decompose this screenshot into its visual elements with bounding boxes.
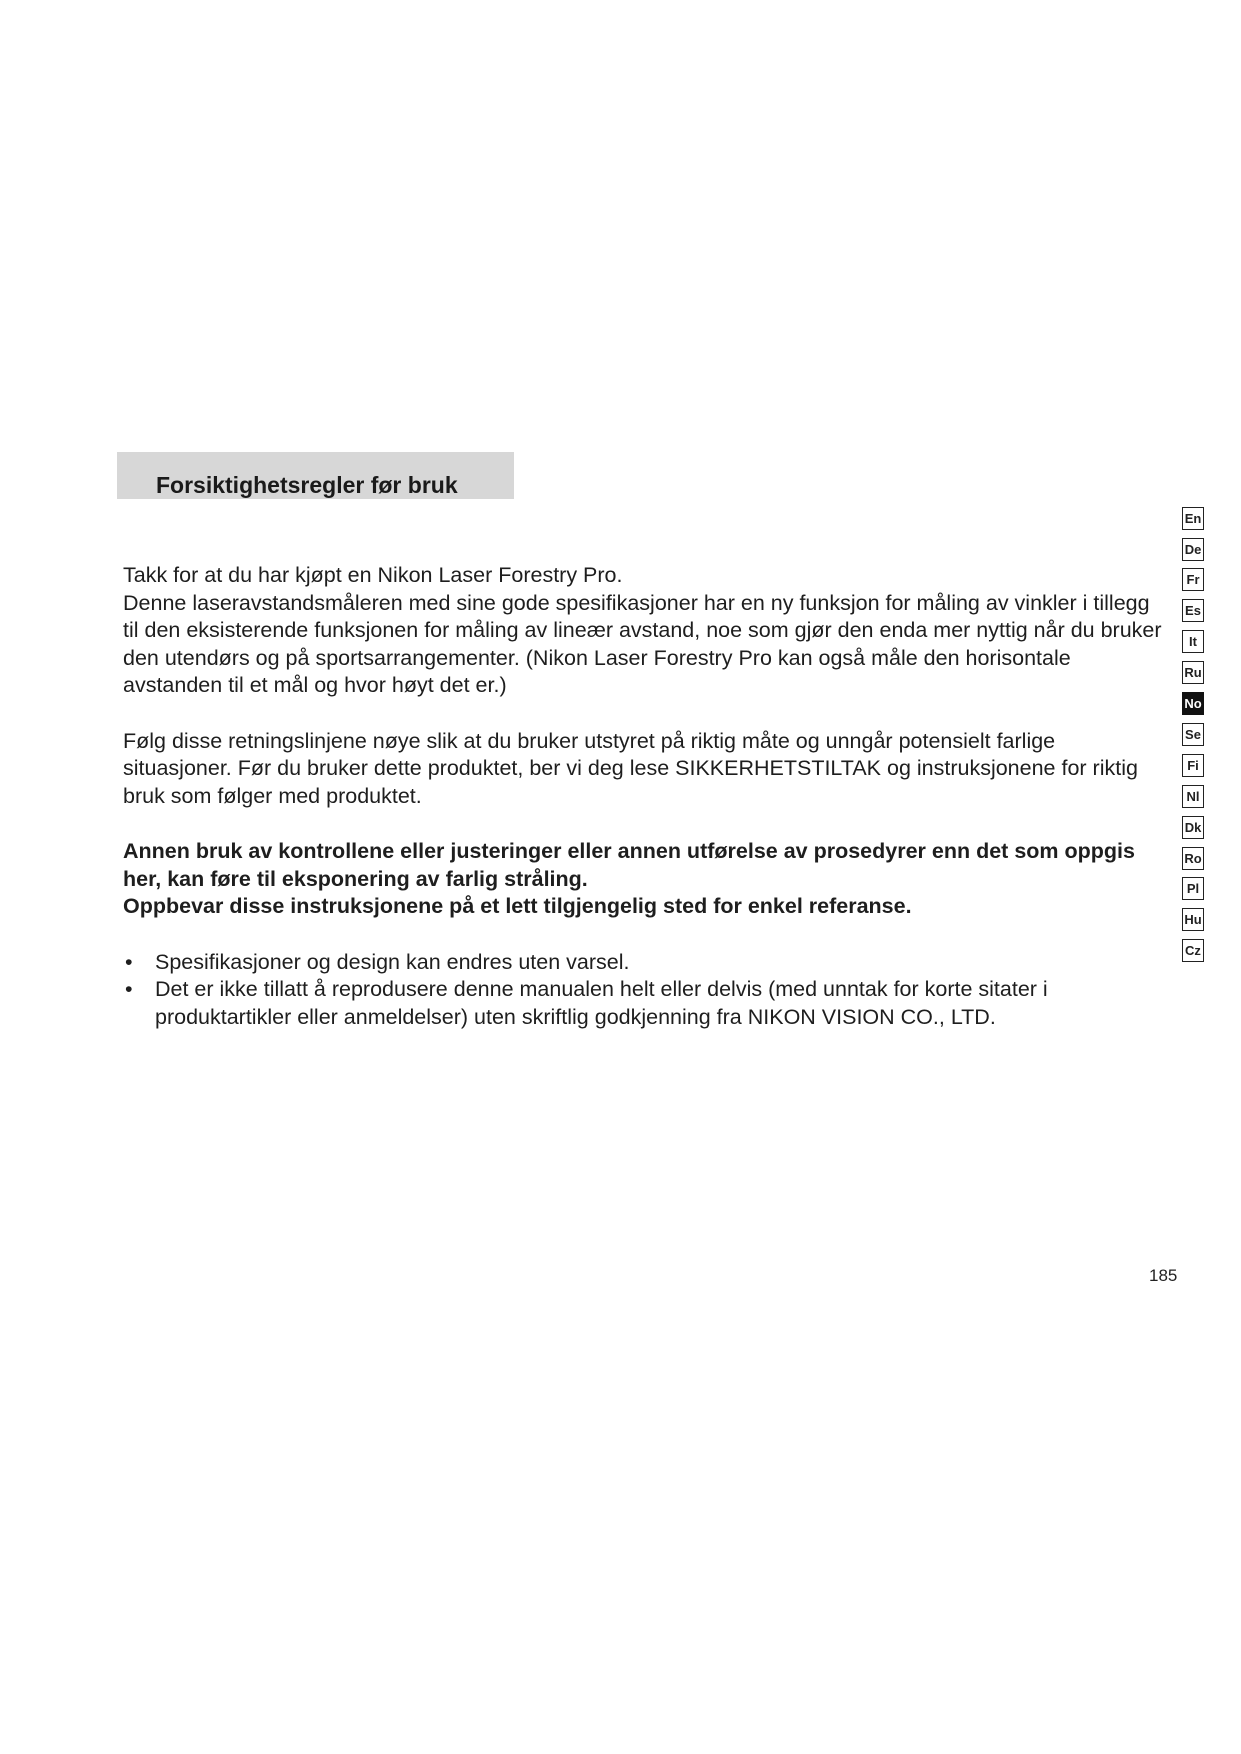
note-item: • Det er ikke tillatt å reprodusere denne manualen helt eller delvis (med unntak for korte sitater i produktartikler eller anmeldelser) uten skriftlig godkjenning fra NIKON VISION CO., LTD. bbox=[123, 976, 1168, 1031]
page-content bbox=[123, 562, 1168, 1031]
guidelines-paragraph: Følg disse retningslinjene nøye slik at du bruker utstyret på riktig måte og unngår potensielt farlige situasjoner. Før du bruker dette produktet, ber vi deg lese SIKKERHETSTILTAK og instruksjonene for riktig bruk som følger med produktet. bbox=[123, 728, 1138, 808]
intro-thanks: Takk for at du har kjøpt en Nikon Laser Forestry Pro. bbox=[123, 563, 623, 587]
language-tab-pl[interactable]: Pl bbox=[1182, 877, 1204, 900]
language-tab-ro[interactable]: Ro bbox=[1182, 847, 1204, 870]
section-heading-bar bbox=[117, 452, 514, 499]
language-tab-es[interactable]: Es bbox=[1182, 599, 1204, 622]
note-item: • Spesifikasjoner og design kan endres uten varsel. bbox=[123, 949, 1168, 977]
language-tab-dk[interactable]: Dk bbox=[1182, 816, 1204, 839]
language-tab-it[interactable]: It bbox=[1182, 630, 1204, 653]
language-tab-cz[interactable]: Cz bbox=[1182, 939, 1204, 962]
page-number: 185 bbox=[1149, 1266, 1178, 1285]
intro-description: Denne laseravstandsmåleren med sine gode spesifikasjoner har en ny funksjon for måling av vinkler i tillegg til den eksisterende funksjonen for måling av lineær avstand, noe som gjør den enda mer nyttig når du bruker den utendørs og på sportsarrangementer. (Nikon Laser Forestry Pro kan også måle den horisontale avstanden til et mål og hvor høyt det er.) bbox=[123, 590, 1162, 697]
language-tab-nl[interactable]: Nl bbox=[1182, 785, 1204, 808]
spacer bbox=[123, 810, 1168, 838]
language-tab-en[interactable]: En bbox=[1182, 507, 1204, 530]
language-tab-fi[interactable]: Fi bbox=[1182, 754, 1204, 777]
section-heading: Forsiktighetsregler før bruk bbox=[156, 472, 458, 498]
spacer bbox=[123, 700, 1168, 728]
language-tab-se[interactable]: Se bbox=[1182, 723, 1204, 746]
notes-list bbox=[123, 949, 1168, 1032]
warning-radiation: Annen bruk av kontrollene eller justeringer eller annen utførelse av prosedyrer enn det som oppgis her, kan føre til eksponering av farlig stråling. bbox=[123, 839, 1135, 891]
warning-section bbox=[123, 838, 1168, 921]
intro-section bbox=[123, 562, 1168, 700]
spacer bbox=[123, 921, 1168, 949]
language-tab-no[interactable]: No bbox=[1182, 692, 1204, 715]
language-tab-hu[interactable]: Hu bbox=[1182, 908, 1204, 931]
language-tab-de[interactable]: De bbox=[1182, 538, 1204, 561]
warning-keep-instructions: Oppbevar disse instruksjonene på et lett tilgjengelig sted for enkel referanse. bbox=[123, 894, 912, 918]
language-tab-fr[interactable]: Fr bbox=[1182, 568, 1204, 591]
language-tab-ru[interactable]: Ru bbox=[1182, 661, 1204, 684]
